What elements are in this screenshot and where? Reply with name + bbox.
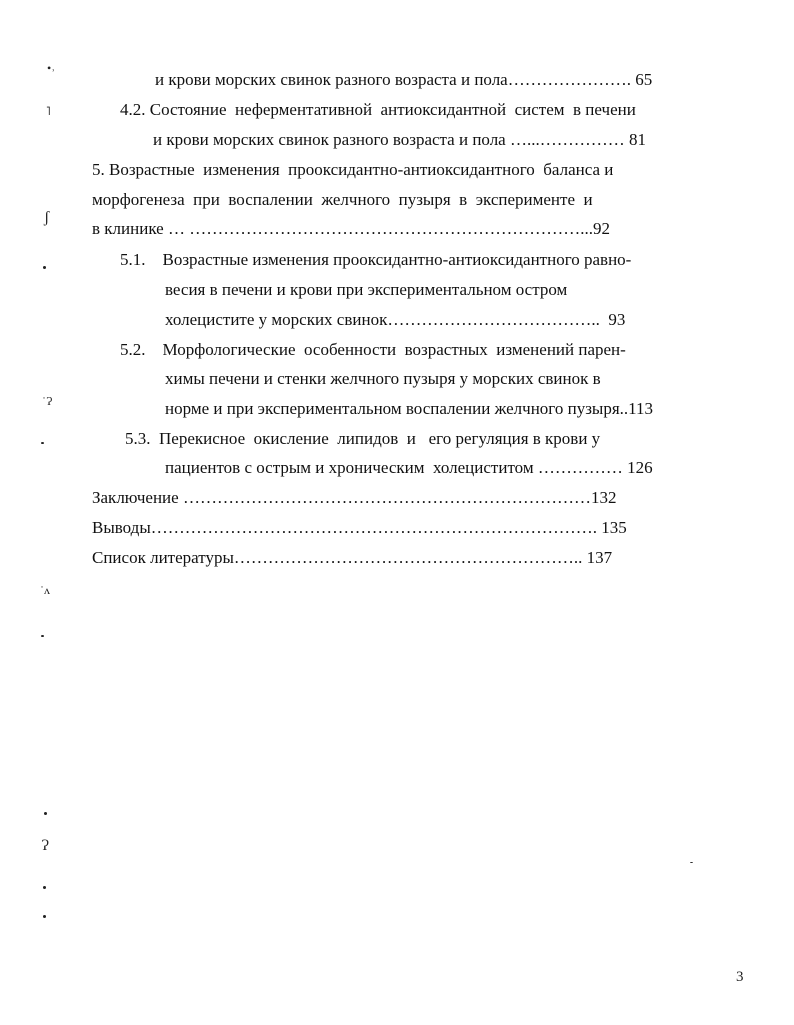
toc-line: в клинике … ……………………………………………………………...92 [92, 219, 610, 238]
scan-artifact [44, 812, 47, 815]
scan-artifact [690, 862, 693, 863]
scan-artifact [41, 442, 44, 444]
scan-artifact: ˙Ɂ [42, 394, 53, 408]
scan-artifact [43, 266, 46, 269]
toc-line: 5.1. Возрастные изменения прооксидантно-антиоксидантного равно- [120, 250, 632, 269]
toc-line: 5.3. Перекисное окисление липидов и его регуляция в крови у [125, 429, 601, 448]
scan-artifact [41, 635, 44, 637]
toc-line: норме и при экспериментальном воспалении желчного пузыря..113 [165, 399, 654, 418]
toc-line: 5.2. Морфологические особенности возрастных изменений парен- [120, 340, 626, 359]
toc-line: Выводы……………………………………………………………………. 135 [92, 518, 627, 537]
scan-artifact [43, 886, 46, 889]
page-number: 3 [736, 969, 744, 985]
toc-line: морфогенеза при воспалении желчного пузыря в эксперименте и [92, 190, 593, 209]
toc-line: Заключение ………………………………………………………………132 [92, 488, 617, 507]
toc-line: и крови морских свинок разного возраста и пола …...…………… 81 [153, 130, 646, 149]
scan-artifact: ˙ʌ [40, 583, 50, 597]
scan-artifact: ʃ [44, 209, 50, 226]
toc-line: холецистите у морских свинок……………………………….. 93 [165, 310, 626, 329]
toc-line: химы печени и стенки желчного пузыря у морских свинок в [165, 369, 601, 388]
scan-artifact [43, 915, 46, 918]
toc-line: пациентов с острым и хроническим холециститом …………… 126 [165, 458, 653, 477]
scan-artifact: •˒ [47, 61, 56, 75]
toc-line: и крови морских свинок разного возраста и пола…………………. 65 [155, 70, 653, 89]
scan-artifact: Ɂ [41, 838, 50, 854]
toc-line: 4.2. Состояние неферментативной антиоксидантной систем в печени [120, 100, 636, 119]
toc-line: 5. Возрастные изменения прооксидантно-антиоксидантного баланса и [92, 160, 614, 179]
toc-line: весия в печени и крови при экспериментальном остром [165, 280, 568, 299]
toc-line: Список литературы…………………………………………………….. 137 [92, 548, 613, 567]
scan-artifact: ˥ [46, 104, 51, 118]
